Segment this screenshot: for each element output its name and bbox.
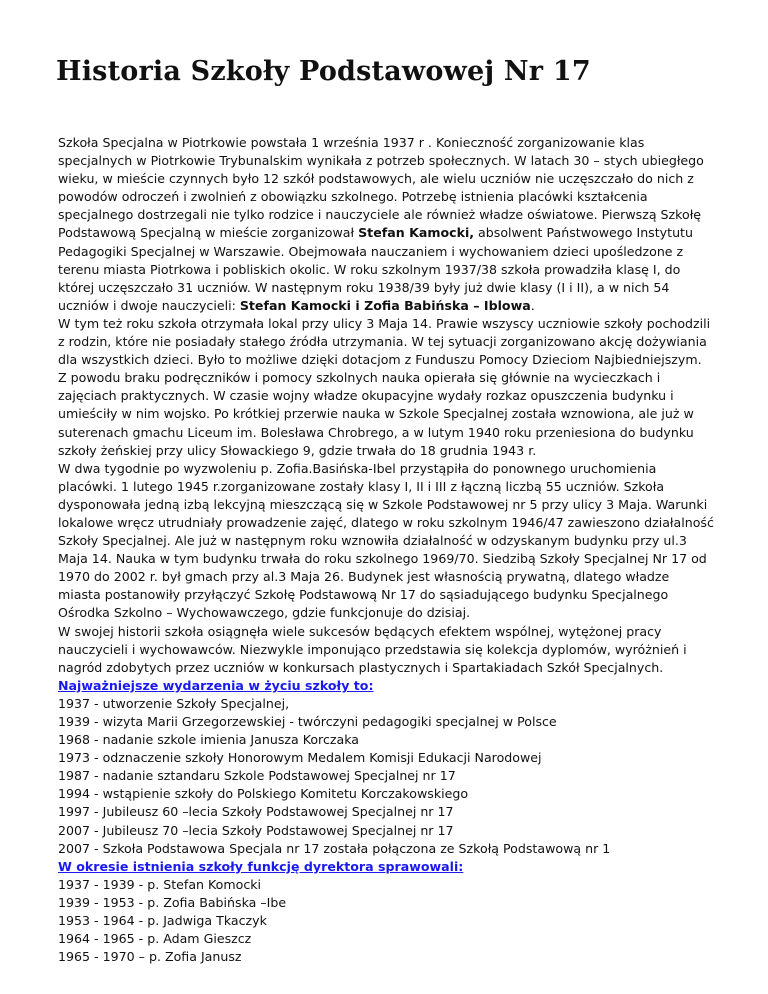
events-list xyxy=(58,695,714,858)
list-item: 1939 - wizyta Marii Grzegorzewskiej - twórczyni pedagogiki specjalnej w Polsce xyxy=(58,714,557,729)
document-body xyxy=(58,134,714,966)
list-item: 1968 - nadanie szkole imienia Janusza Korczaka xyxy=(58,732,359,748)
list-item: 1939 - 1953 - p. Zofia Babińska –Ibe xyxy=(58,894,287,910)
events-heading-link[interactable]: Najważniejsze wydarzenia w życiu szkoły to: xyxy=(58,677,374,693)
list-item: 1973 - odznaczenie szkoły Honorowym Medalem Komisji Edukacji Narodowej xyxy=(58,750,542,766)
intro-paragraph-4: W swojej historii szkoła osiągnęła wiele sukcesów będących efektem wspólnej, wytężonej pracy nauczycieli i wychowawców. Niezwykle imponująco przedstawia się kolekcja dyplomów, wyróżnień i nagród zdobytych przez uczniów w konkursach plastycznych i Spartakiadach Szkół Specjalnych. xyxy=(58,623,687,675)
list-item: 2007 - Jubileusz 70 –lecia Szkoły Podstawowej Specjalnej nr 17 xyxy=(58,822,454,838)
list-item: 1953 - 1964 - p. Jadwiga Tkaczyk xyxy=(58,913,267,929)
list-item: 1994 - wstąpienie szkoły do Polskiego Komitetu Korczakowskiego xyxy=(58,786,469,802)
teachers-names: Stefan Kamocki i Zofia Babińska – Iblowa xyxy=(239,297,531,313)
list-item: 1965 - 1970 – p. Zofia Janusz xyxy=(58,949,242,965)
intro-paragraph-1 xyxy=(58,134,714,315)
list-item: 1997 - Jubileusz 60 –lecia Szkoły Podstawowej Specjalnej nr 17 xyxy=(58,804,454,820)
intro-paragraph-3: W dwa tygodnie po wyzwoleniu p. Zofia.Basińska-Ibel przystąpiła do ponownego uruchomienia placówki. 1 lutego 1945 r.zorganizowane zostały klasy I, II i III z łączną liczbą 55 uczniów. Szkoła dysponowała jedną izbą lekcyjną mieszczącą się w Szkole Podstawowej nr 5 przy ulicy 3 Maja. Warunki lokalowe wręcz utrudniały prowadzenie zajęć, dlatego w roku szkolnym 1946/47 zawieszono działalność Szkoły Specjalnej. Ale już w następnym roku wznowiła działalność w odzyskanym budynku przy ul.3 Maja 14. Nauka w tym budynku trwała do roku szkolnego 1969/70. Siedzibą Szkoły Specjalnej Nr 17 od 1970 do 2002 r. był gmach przy al.3 Maja 26. Budynek jest własnością prywatną, dlatego władze miasta postanowiły przyłączyć Szkołę Podstawową Nr 17 do sąsiadującego budynku Specjalnego Ośrodka Szkolno – Wychowawczego, gdzie funkcjonuje do dzisiaj. xyxy=(58,460,714,621)
list-item: 1964 - 1965 - p. Adam Gieszcz xyxy=(58,931,252,947)
list-item: 1937 - 1939 - p. Stefan Komocki xyxy=(58,876,262,892)
directors-heading-link[interactable]: W okresie istnienia szkoły funkcję dyrektora sprawowali: xyxy=(58,858,464,874)
founder-name: Stefan Kamocki, xyxy=(358,225,475,241)
list-item: 1987 - nadanie sztandaru Szkole Podstawowej Specjalnej nr 17 xyxy=(58,768,456,784)
directors-list xyxy=(58,876,714,966)
intro-text-1-end: . xyxy=(530,297,535,313)
intro-text-1b: absolwent Państwowego Instytutu Pedagogiki Specjalnej w Warszawie. Obejmowała nauczaniem i wychowaniem dzieci upośledzone z terenu miasta Piotrkowa i pobliskich okolic. W roku szkolnym 1937/38 szkoła prowadziła klasę I, do której uczęszczało 31 uczniów. W następnym roku 1938/39 były już dwie klasy (I i II), a w nich 54 uczniów i dwoje nauczycieli: xyxy=(58,225,693,313)
intro-paragraph-2: W tym też roku szkoła otrzymała lokal przy ulicy 3 Maja 14. Prawie wszyscy uczniowie szkoły pochodzili z rodzin, które nie posiadały stałego źródła utrzymania. W tej sytuacji zorganizowano akcję dożywiania dla wszystkich dzieci. Było to możliwe dzięki dotacjom z Funduszu Pomocy Dzieciom Najbiedniejszym. Z powodu braku podręczników i pomocy szkolnych nauka opierała się głównie na wycieczkach i zajęciach praktycznych. W czasie wojny władze okupacyjne wydały rozkaz opuszczenia budynku i umieściły w nim wojsko. Po krótkiej przerwie nauka w Szkole Specjalnej została wznowiona, ale już w suterenach gmachu Liceum im. Bolesława Chrobrego, a w lutym 1940 roku przeniesiona do budynku szkoły żeńskiej przy ulicy Słowackiego 9, gdzie trwała do 18 grudnia 1943 r. xyxy=(58,315,711,458)
list-item: 2007 - Szkoła Podstawowa Specjala nr 17 została połączona ze Szkołą Podstawową nr 1 xyxy=(58,840,611,856)
page-title: Historia Szkoły Podstawowej Nr 17 xyxy=(56,56,591,87)
intro-text-1a: Szkoła Specjalna w Piotrkowie powstała 1 września 1937 r . Konieczność zorganizowanie klas specjalnych w Piotrkowie Trybunalskim wynikała z potrzeb społecznych. W latach 30 – stych ubiegłego wieku, w mieście czynnych było 12 szkół podstawowych, ale wielu uczniów nie uczęszczało do nich z powodów odroczeń i zwolnień z obowiązku szkolnego. Potrzebę istnienia placówki kształcenia specjalnego dostrzegali nie tylko rodzice i nauczyciele ale również władze oświatowe. Pierwszą Szkołę Podstawową Specjalną w mieście zorganizował xyxy=(58,135,704,241)
list-item: 1937 - utworzenie Szkoły Specjalnej, xyxy=(58,695,290,711)
